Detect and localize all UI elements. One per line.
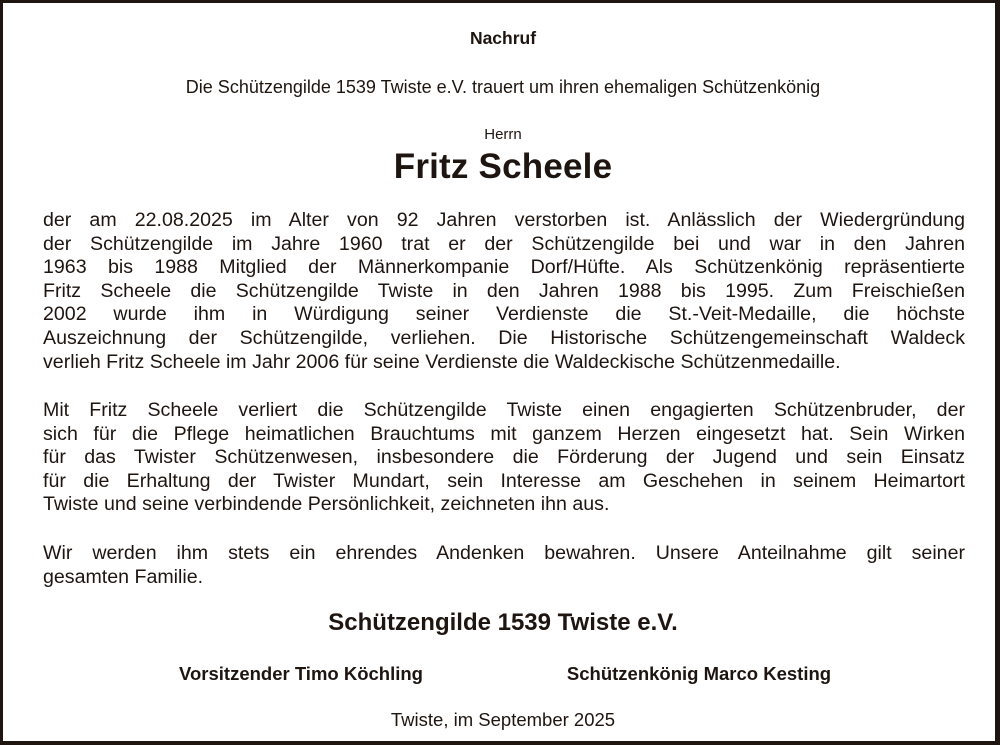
paragraph-line: sich für die Pflege heimatlichen Brauchtums mit ganzem Herzen eingesetzt hat. Sein Wirken	[43, 422, 965, 445]
intro-line: Die Schützengilde 1539 Twiste e.V. trauert um ihren ehemaligen Schützenkönig	[185, 77, 821, 97]
place-date: Twiste, im September 2025	[390, 709, 616, 730]
paragraph-biography	[43, 209, 965, 374]
organization-name: Schützengilde 1539 Twiste e.V.	[328, 609, 678, 636]
paragraph-condolence	[43, 542, 965, 589]
paragraph-line: Auszeichnung der Schützengilde, verliehen. Die Historische Schützengemeinschaft Waldeck	[43, 326, 965, 349]
paragraph-line: Twiste und seine verbindende Persönlichkeit, zeichneten ihn aus.	[43, 493, 610, 516]
paragraph-line: verlieh Fritz Scheele im Jahr 2006 für seine Verdienste die Waldeckische Schützenmedaille.	[43, 350, 841, 373]
salutation: Herrn	[484, 126, 522, 143]
paragraph-line: für die Erhaltung der Twister Mundart, sein Interesse am Geschehen in seinem Heimartort	[43, 469, 965, 492]
paragraph-line: Wir werden ihm stets ein ehrendes Andenken bewahren. Unsere Anteilnahme gilt seiner	[43, 542, 965, 564]
paragraph-line: der am 22.08.2025 im Alter von 92 Jahren verstorben ist. Anlässlich der Wiedergründung	[43, 209, 965, 231]
paragraph-line: Mit Fritz Scheele verliert die Schützengilde Twiste einen engagierten Schützenbruder, der	[43, 399, 965, 421]
paragraph-line: für das Twister Schützenwesen, insbesondere die Förderung der Jugend und sein Einsatz	[43, 446, 965, 469]
paragraph-line: 1963 bis 1988 Mitglied der Männerkompanie Dorf/Hüfte. Als Schützenkönig repräsentierte	[43, 256, 965, 279]
signer-king: Schützenkönig Marco Kesting	[566, 663, 832, 684]
obituary-heading: Nachruf	[469, 28, 537, 48]
paragraph-line: 2002 wurde ihm in Würdigung seiner Verdienste die St.-Veit-Medaille, die höchste	[43, 303, 965, 326]
paragraph-line: Fritz Scheele die Schützengilde Twiste in den Jahren 1988 bis 1995. Zum Freischießen	[43, 279, 965, 302]
paragraph-line: gesamten Familie.	[43, 565, 204, 588]
deceased-name: Fritz Scheele	[393, 147, 613, 186]
paragraph-line: der Schützengilde im Jahre 1960 trat er der Schützengilde bei und war in den Jahren	[43, 232, 965, 255]
signer-chairman: Vorsitzender Timo Köchling	[179, 663, 423, 684]
paragraph-tribute	[43, 399, 965, 517]
